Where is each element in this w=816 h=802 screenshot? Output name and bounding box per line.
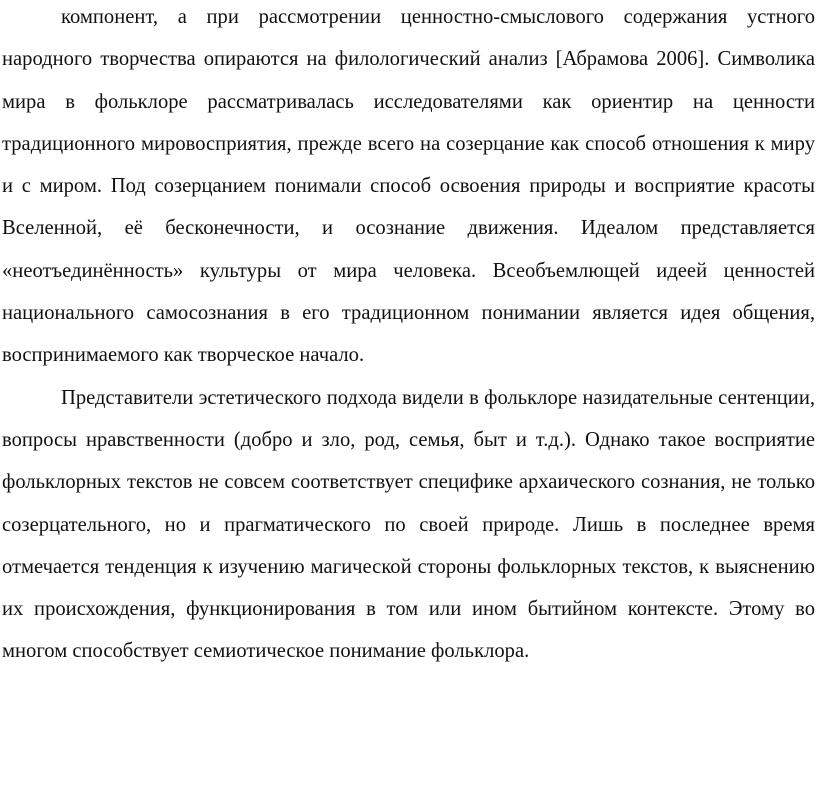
paragraph-folklore-symbolism: компонент, а при рассмотрении ценностно-смыслового содержания устного народного творчества опираются на филологический анализ [Абрамова 2006]. Символика мира в фольклоре рассматривалась исследователями как ориентир на ценности традиционного мировосприятия, прежде всего на созерцание как способ отношения к миру и с миром. Под созерцанием понимали способ освоения природы и восприятие красоты Вселенной, её бесконечности, и осознание движения. Идеалом представляется «неотъединённость» культуры от мира человека. Всеобъемлющей идеей ценностей национального самосознания в его традиционном понимании является идея общения, воспринимаемого как творческое начало.	[2, 6, 815, 367]
paragraph-aesthetic-approach: Представители эстетического подхода видели в фольклоре назидательные сентенции, вопросы нравственности (добро и зло, род, семья, быт и т.д.). Однако такое восприятие фольклорных текстов не совсем соответствует специфике архаического сознания, не только созерцательного, но и прагматического по своей природе. Лишь в последнее время отмечается тенденция к изучению магической стороны фольклорных текстов, к выяснению их происхождения, функционирования в том или ином бытийном контексте. Этому во многом способствует семиотическое понимание фольклора.	[2, 386, 815, 663]
